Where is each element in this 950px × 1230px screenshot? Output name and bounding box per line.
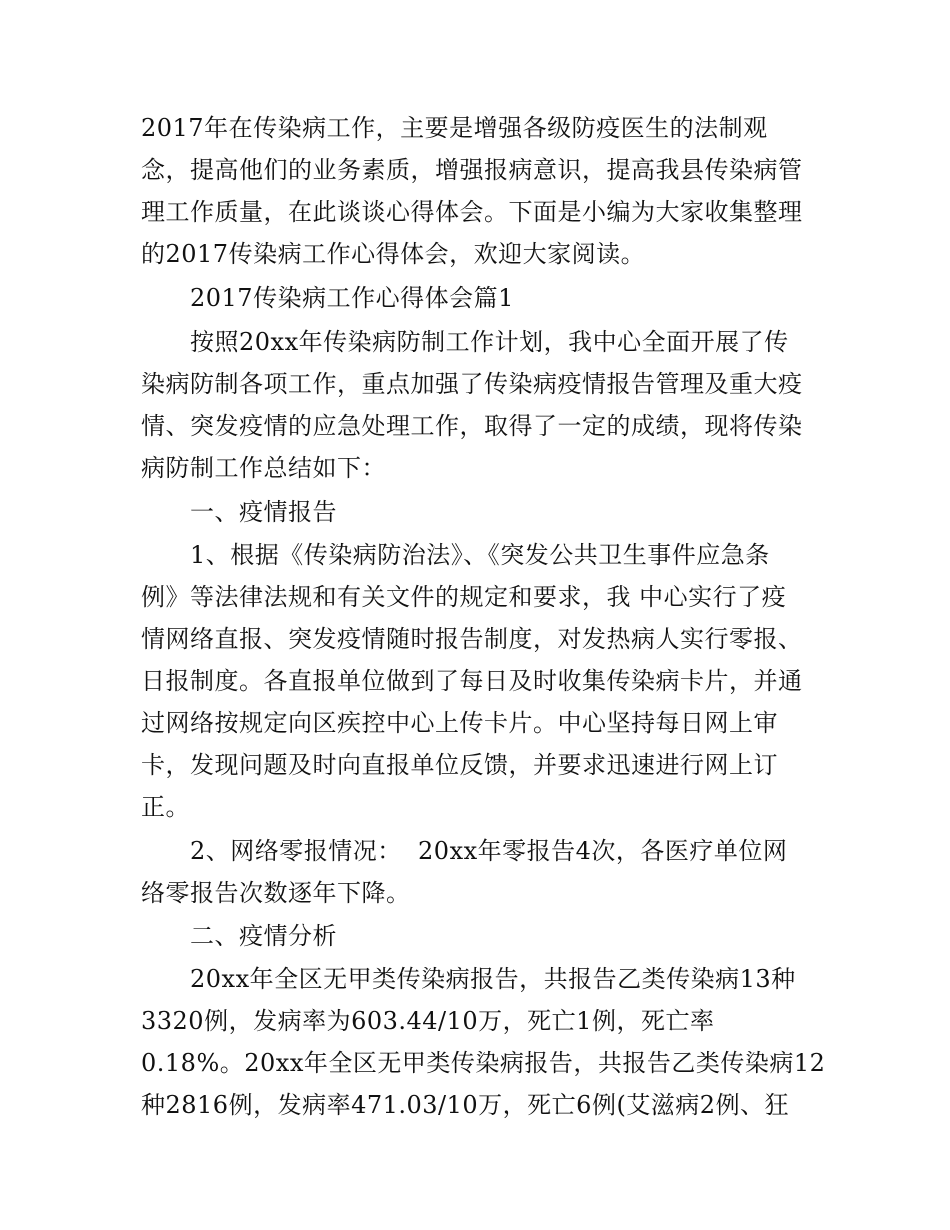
text-line-18: 2、网络零报情况： 20xx年零报告4次，各医疗单位网	[190, 837, 788, 865]
text-line-7: 染病防制各项工作，重点加强了传染病疫情报告管理及重大疫	[141, 370, 803, 398]
text-line-2: 念，提高他们的业务素质，增强报病意识，提高我县传染病管	[141, 156, 803, 184]
text-line-6: 按照20xx年传染病防制工作计划，我中心全面开展了传	[190, 328, 789, 356]
text-line-21: 20xx年全区无甲类传染病报告，共报告乙类传染病13种	[190, 965, 796, 993]
text-line-1: 2017年在传染病工作，主要是增强各级防疫医生的法制观	[141, 114, 768, 142]
text-line-15: 过网络按规定向区疾控中心上传卡片。中心坚持每日网上审	[141, 709, 778, 737]
text-line-11: 1、根据《传染病防治法》、《突发公共卫生事件应急条	[190, 541, 770, 569]
text-line-24: 种2816例，发病率471.03/10万，死亡6例(艾滋病2例、狂	[141, 1091, 790, 1119]
text-line-22: 3320例，发病率为603.44/10万，死亡1例，死亡率	[141, 1007, 715, 1035]
text-line-9: 病防制工作总结如下：	[141, 454, 386, 482]
section-heading-epidemic-analysis: 二、疫情分析	[190, 922, 337, 950]
text-line-16: 卡，发现问题及时向直报单位反馈，并要求迅速进行网上订	[141, 751, 778, 779]
text-line-14: 日报制度。各直报单位做到了每日及时收集传染病卡片，并通	[141, 667, 803, 695]
text-line-12: 例》等法律法规和有关文件的规定和要求，我 中心实行了疫	[141, 583, 787, 611]
text-line-13: 情网络直报、突发疫情随时报告制度，对发热病人实行零报、	[141, 625, 803, 653]
text-line-19: 络零报告次数逐年下降。	[141, 879, 411, 907]
section-heading-article-1: 2017传染病工作心得体会篇1	[190, 284, 514, 312]
text-line-17: 正。	[141, 793, 190, 821]
text-line-4: 的2017传染病工作心得体会，欢迎大家阅读。	[141, 240, 646, 268]
text-line-23: 0.18%。20xx年全区无甲类传染病报告，共报告乙类传染病12	[141, 1049, 826, 1077]
text-line-8: 情、突发疫情的应急处理工作，取得了一定的成绩，现将传染	[141, 412, 803, 440]
text-line-3: 理工作质量，在此谈谈心得体会。下面是小编为大家收集整理	[141, 198, 803, 226]
section-heading-epidemic-report: 一、疫情报告	[190, 498, 337, 526]
